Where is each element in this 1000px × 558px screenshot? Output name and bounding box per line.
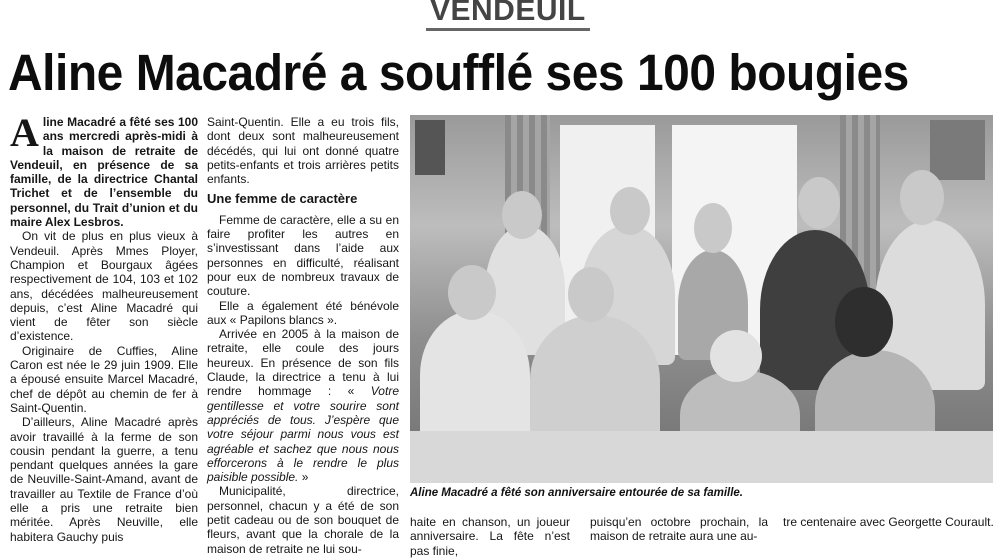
person-head (710, 330, 762, 382)
family-photo (410, 115, 993, 483)
person-head (835, 287, 893, 357)
person-head (798, 177, 840, 229)
drop-cap: A (10, 110, 39, 155)
paragraph: D’ailleurs, Aline Macadré après avoir travaillé à la ferme de son cousin pendant la guerre, a tenu pendant quelques années la gare de Neuville-Saint-Amand, avant de travailler au Textile de France d’où elle a pris une retraite bien méritée. Après Neuville, elle habitera Gauchy puis (10, 415, 198, 544)
person-head (568, 267, 614, 322)
paragraph: Municipalité, directrice, personnel, chacun y a été de son petit cadeau ou de son bouquet de fleurs, avant que la chorale de la maison de retraite ne lui sou- (207, 484, 399, 556)
paragraph: Femme de caractère, elle a su en faire profiter les autres en s’investissant dans l’aide aux personnes en difficulté, réalisant pour eux de nombreux travaux de couture. (207, 212, 399, 299)
article-column-1 (10, 110, 198, 544)
person-head (448, 265, 496, 320)
person-head (610, 187, 650, 235)
person-head (502, 191, 542, 239)
section-kicker: VENDEUIL (426, 0, 590, 31)
paragraph: On vit de plus en plus vieux à Vendeuil. Après Mmes Ployer, Champion et Bourgaux âgées respectivement de 104, 103 et 102 ans, décédées malheureusement depuis, c’est Aline Macadré qui vient de fêter son siècle d’existence. (10, 229, 198, 344)
article-column-4: puisqu’en octobre prochain, la maison de retraite aura une au- (590, 515, 768, 544)
lead-paragraph (10, 110, 198, 230)
paragraph (207, 327, 399, 484)
subheading: Une femme de caractère (207, 191, 358, 207)
person (530, 315, 660, 445)
paragraph: Elle a également été bénévole aux « Papilons blancs ». (207, 298, 399, 327)
person-head (900, 170, 944, 225)
paragraph: Originaire de Cuffies, Aline Caron est née le 29 juin 1909. Elle a épousé ensuite Marcel Macadré, chef de dépôt au chemin de fer à Saint-Quentin. (10, 343, 198, 415)
lead-text: line Macadré a fêté ses 100 ans mercredi après-midi à la maison de retraite de Vendeuil, en présence de sa famille, de la directrice Chantal Trichet et de l’ensemble du personnel, du Trait d’union et du maire Alex Lesbros. (10, 115, 198, 230)
quote-close: » (298, 470, 309, 485)
person-head (694, 203, 732, 253)
quote: Votre gentillesse et votre sourire sont appréciés de tous. J’espère que votre séjour parmi nous vous est agréable et sachez que nous nous efforcerons à le rendre le plus paisible possible. (207, 384, 399, 485)
table (410, 431, 993, 483)
person (420, 310, 530, 440)
paragraph: Saint-Quentin. Elle a eu trois fils, dont deux sont malheureusement décédés, qui lui ont donné quatre petits-enfants et trois arrières petits enfants. (207, 115, 399, 187)
wall-frame (415, 120, 445, 175)
headline: Aline Macadré a soufflé ses 100 bougies (8, 44, 909, 101)
photo-caption: Aline Macadré a fêté son anniversaire entourée de sa famille. (410, 487, 743, 499)
wall-frame (930, 120, 985, 180)
paragraph-text: Arrivée en 2005 à la maison de retraite, elle coule des jours heureux. En présence de son fils Claude, la directrice a tenu à lui rendre hommage : « (207, 327, 399, 399)
article-column-3: haite en chanson, un joueur anniversaire. La fête n’est pas finie, (410, 515, 570, 558)
article-column-2 (207, 115, 399, 556)
article-column-5: tre centenaire avec Georgette Courault. (783, 515, 994, 529)
